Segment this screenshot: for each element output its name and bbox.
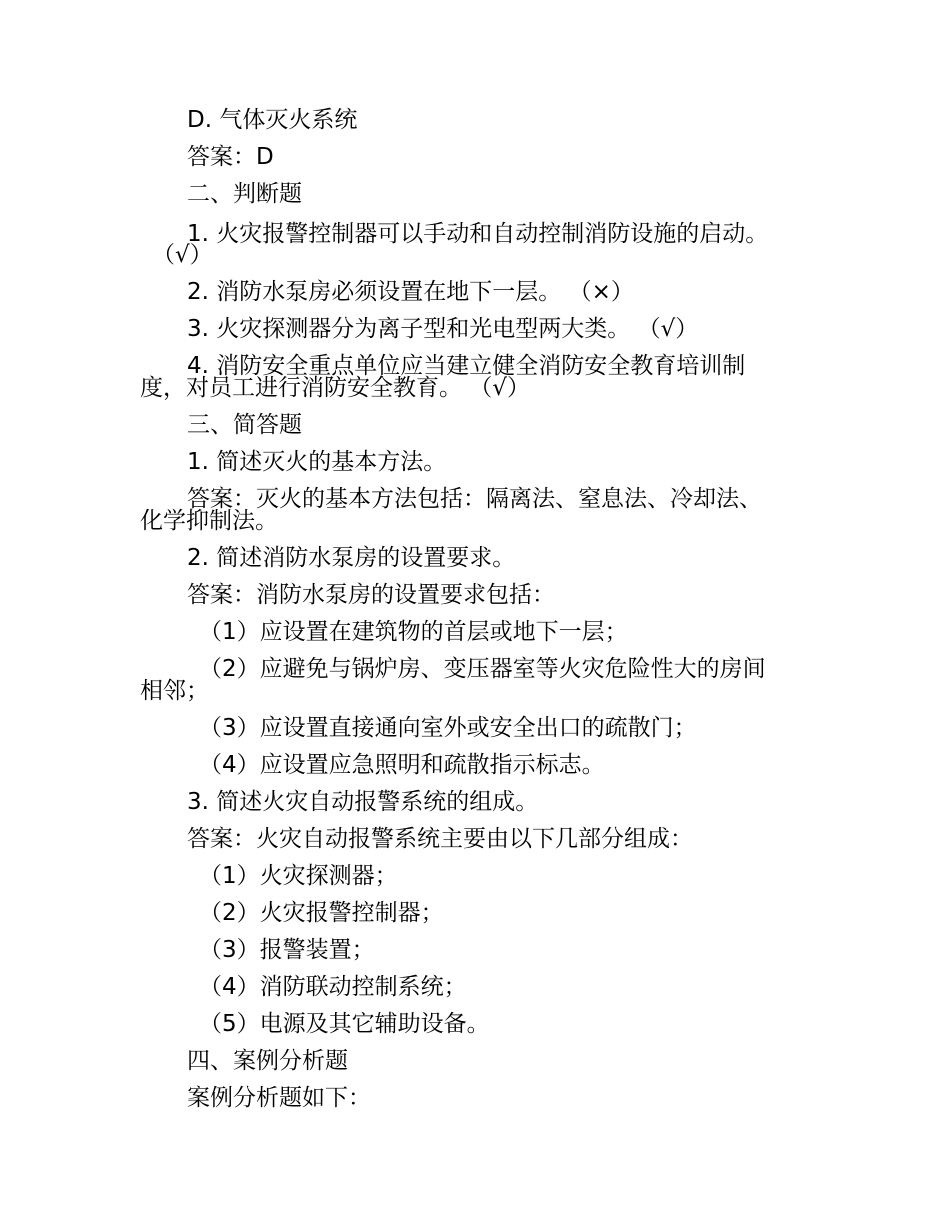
short-answer-3-item-1: （1）火灾探测器； (199, 863, 398, 889)
short-answer-3-item-2: （2）火灾报警控制器； (199, 900, 444, 926)
short-answer-2-item-4: （4）应设置应急照明和疏散指示标志。 (199, 752, 605, 778)
section-heading-short-answer: 三、简答题 (187, 412, 302, 438)
short-answer-3-item-5: （5）电源及其它辅助设备。 (199, 1011, 490, 1037)
question-4-text: 4. 消防安全重点单位应当建立健全消防安全教育培训制 (187, 353, 746, 379)
short-answer-3: 答案：火灾自动报警系统主要由以下几部分组成： (187, 826, 693, 852)
question-1-answer: （√） (152, 242, 213, 268)
short-answer-1-continuation: 化学抑制法。 (140, 508, 278, 534)
question-3-text: 3. 火灾探测器分为离子型和光电型两大类。 （√） (187, 316, 699, 342)
short-answer-2: 答案：消防水泵房的设置要求包括： (187, 582, 555, 608)
section-heading-true-false: 二、判断题 (187, 181, 302, 207)
short-answer-2-item-3: （3）应设置直接通向室外或安全出口的疏散门； (199, 715, 697, 741)
short-answer-3-item-3: （3）报警装置； (199, 937, 375, 963)
case-analysis-intro: 案例分析题如下： (187, 1085, 371, 1111)
question-1-text: 1. 火灾报警控制器可以手动和自动控制消防设施的启动。 (187, 221, 769, 247)
section-heading-case-analysis: 四、案例分析题 (187, 1048, 348, 1074)
short-answer-3-item-4: （4）消防联动控制系统； (199, 974, 467, 1000)
short-answer-2-item-2: （2）应避免与锅炉房、变压器室等火灾危险性大的房间 (199, 656, 766, 682)
question-4-continuation: 度，对员工进行消防安全教育。 （√） (140, 375, 530, 401)
short-question-3: 3. 简述火灾自动报警系统的组成。 (187, 789, 539, 815)
short-question-2: 2. 简述消防水泵房的设置要求。 (187, 545, 516, 571)
short-answer-2-item-1: （1）应设置在建筑物的首层或地下一层； (199, 619, 628, 645)
short-answer-2-item-2-continuation: 相邻； (140, 678, 209, 704)
short-question-1: 1. 简述灭火的基本方法。 (187, 449, 447, 475)
option-d-text: D. 气体灭火系统 (187, 107, 358, 133)
short-answer-1: 答案：灭火的基本方法包括：隔离法、窒息法、冷却法、 (187, 486, 762, 512)
answer-text: 答案：D (187, 144, 274, 170)
question-2-text: 2. 消防水泵房必须设置在地下一层。 （×） (187, 279, 634, 305)
